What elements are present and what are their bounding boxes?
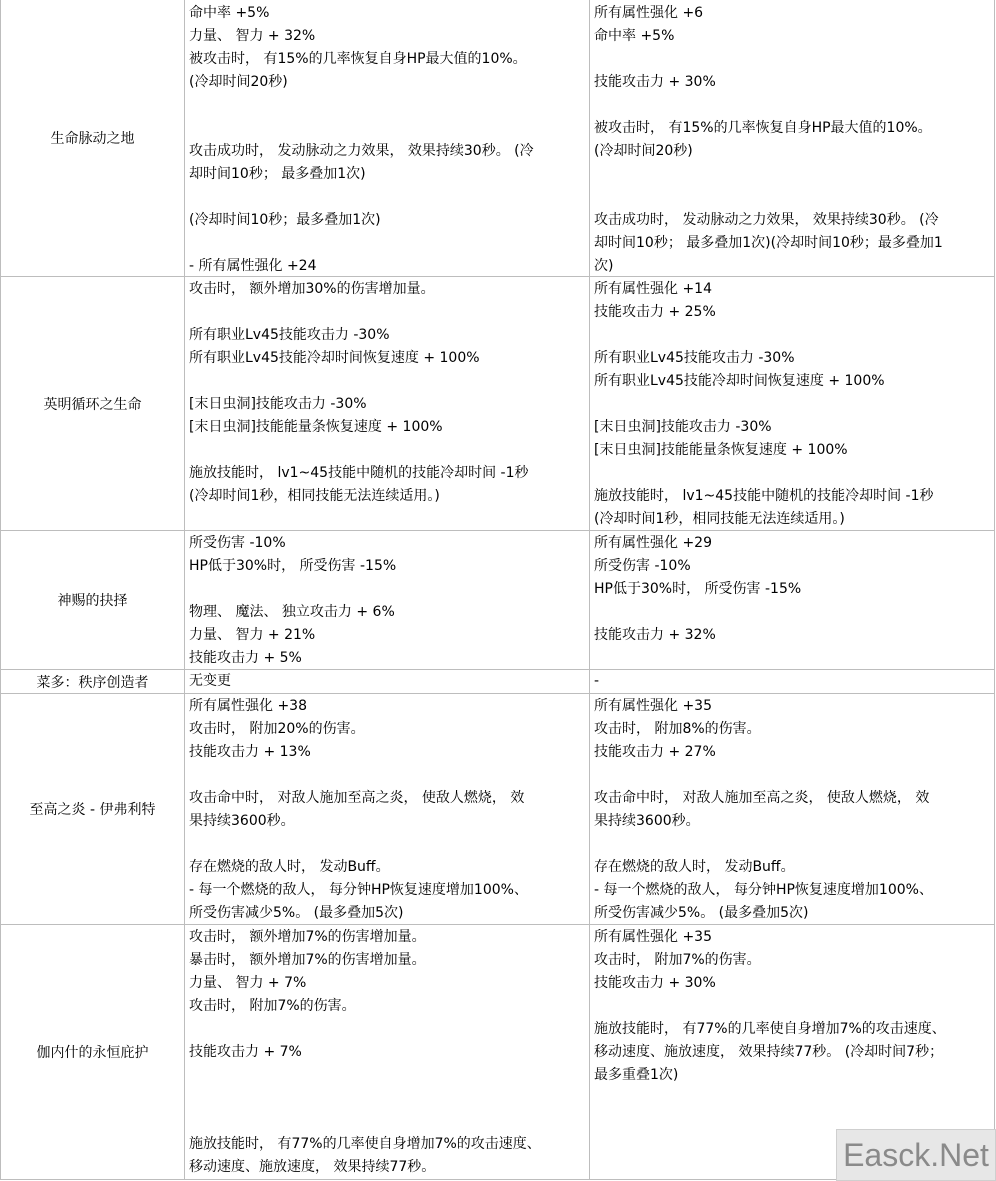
effect-line: 却时间10秒； 最多叠加1次) (189, 166, 366, 182)
effect-line: 攻击时， 额外增加30%的伤害增加量。 (189, 281, 435, 297)
effect-line: [末日虫洞]技能能量条恢复速度 + 100% (189, 419, 443, 435)
effect-line: 移动速度、施放速度， 效果持续77秒。 (冷却时间7秒； (594, 1044, 944, 1060)
effect-line: 暴击时， 额外增加7%的伤害增加量。 (189, 952, 426, 968)
effect-line: 命中率 +5% (189, 5, 270, 21)
effect-line: 所受伤害 -10% (594, 558, 691, 574)
effect-line: 攻击时， 附加7%的伤害。 (594, 952, 761, 968)
effect-line: 无变更 (189, 673, 231, 689)
effect-line: 被攻击时， 有15%的几率恢复自身HP最大值的10%。 (189, 51, 527, 67)
effect-line: 移动速度、施放速度， 效果持续77秒。 (189, 1159, 436, 1175)
effect-line: 攻击时， 附加8%的伤害。 (594, 721, 761, 737)
item-name: 至高之炎 - 伊弗利特 (29, 802, 156, 818)
blank-line (189, 186, 585, 209)
effect-line: 所有属性强化 +35 (594, 929, 712, 945)
old-effects (189, 925, 585, 1179)
blank-line (189, 1110, 585, 1133)
effect-line: 所有职业Lv45技能攻击力 -30% (189, 327, 390, 343)
blank-line (189, 833, 585, 856)
effect-line: 攻击成功时， 发动脉动之力效果， 效果持续30秒。 (冷 (189, 143, 534, 159)
effect-line: 所有属性强化 +6 (594, 5, 704, 21)
blank-line (189, 439, 585, 462)
blank-line (189, 1064, 585, 1087)
table-row (0, 670, 995, 694)
effect-line: 命中率 +5% (594, 28, 675, 44)
blank-line (594, 163, 990, 186)
column-divider (184, 0, 185, 1180)
effect-line: 所受伤害 -10% (189, 535, 286, 551)
effect-line: 攻击命中时， 对敌人施加至高之炎， 使敌人燃烧， 效 (189, 790, 525, 806)
blank-line (189, 232, 585, 255)
effect-line: HP低于30%时， 所受伤害 -15% (189, 558, 397, 574)
effect-line: 最多重叠1次) (594, 1067, 679, 1083)
old-effects (189, 277, 585, 530)
blank-line (594, 324, 990, 347)
blank-line (594, 764, 990, 787)
effect-line: 次) (594, 258, 614, 274)
item-name: 生命脉动之地 (50, 131, 135, 147)
effect-line: 存在燃烧的敌人时， 发动Buff。 (594, 859, 795, 875)
effect-line: 施放技能时， lv1~45技能中随机的技能冷却时间 -1秒 (594, 488, 934, 504)
effect-line: 攻击时， 额外增加7%的伤害增加量。 (189, 929, 426, 945)
effect-line: 所有职业Lv45技能冷却时间恢复速度 + 100% (594, 373, 885, 389)
effect-line: 技能攻击力 + 5% (189, 650, 302, 666)
effect-line: 技能攻击力 + 30% (594, 74, 716, 90)
effect-line: (冷却时间1秒，相同技能无法连续适用。) (594, 511, 845, 527)
new-effects (594, 694, 990, 924)
effect-line: 被攻击时， 有15%的几率恢复自身HP最大值的10%。 (594, 120, 932, 136)
blank-line (594, 94, 990, 117)
table-row (0, 0, 995, 277)
column-divider (589, 0, 590, 1180)
blank-line (594, 995, 990, 1018)
effect-line: 技能攻击力 + 30% (594, 975, 716, 991)
effect-line: - 每一个燃烧的敌人， 每分钟HP恢复速度增加100%、 (594, 882, 933, 898)
table-row (0, 531, 995, 670)
effect-line: [末日虫洞]技能能量条恢复速度 + 100% (594, 442, 848, 458)
effect-line: 攻击成功时， 发动脉动之力效果， 效果持续30秒。 (冷 (594, 212, 939, 228)
effect-line: 所受伤害减少5%。 (最多叠加5次) (594, 905, 809, 921)
effect-line: 技能攻击力 + 32% (594, 627, 716, 643)
blank-line (594, 186, 990, 209)
effect-line: (冷却时间1秒，相同技能无法连续适用。) (189, 488, 440, 504)
effect-line: 所受伤害减少5%。 (最多叠加5次) (189, 905, 404, 921)
effect-line: 果持续3600秒。 (594, 813, 700, 829)
old-effects (189, 0, 585, 276)
column-divider (0, 0, 1, 1180)
table-row (0, 694, 995, 925)
blank-line (189, 764, 585, 787)
effect-line: 技能攻击力 + 25% (594, 304, 716, 320)
blank-line (594, 462, 990, 485)
effect-line: 技能攻击力 + 7% (189, 1044, 302, 1060)
item-name: 神赐的抉择 (57, 593, 128, 609)
effect-line: - 所有属性强化 +24 (189, 258, 317, 274)
table-row (0, 277, 995, 531)
effect-line: 所有属性强化 +38 (189, 698, 307, 714)
effect-line: 施放技能时， 有77%的几率使自身增加7%的攻击速度、 (594, 1021, 946, 1037)
blank-line (594, 833, 990, 856)
old-effects (189, 694, 585, 924)
effect-line: HP低于30%时， 所受伤害 -15% (594, 581, 802, 597)
blank-line (189, 370, 585, 393)
blank-line (594, 48, 990, 71)
blank-line (189, 1087, 585, 1110)
effect-line: (冷却时间10秒；最多叠加1次) (189, 212, 381, 228)
effect-line: 所有职业Lv45技能冷却时间恢复速度 + 100% (189, 350, 480, 366)
effect-line: 所有职业Lv45技能攻击力 -30% (594, 350, 795, 366)
effect-line: 技能攻击力 + 13% (189, 744, 311, 760)
item-name: 英明循环之生命 (43, 396, 142, 413)
effect-line: - 每一个燃烧的敌人， 每分钟HP恢复速度增加100%、 (189, 882, 528, 898)
effect-line: 力量、 智力 + 21% (189, 627, 316, 643)
item-name: 菜多：秩序创造者 (36, 674, 149, 691)
new-effects (594, 0, 990, 276)
blank-line (189, 94, 585, 117)
effect-line: 果持续3600秒。 (189, 813, 295, 829)
effect-line: [末日虫洞]技能攻击力 -30% (594, 419, 772, 435)
blank-line (189, 1018, 585, 1041)
effect-line: 力量、 智力 + 32% (189, 28, 316, 44)
effect-line: 物理、 魔法、 独立攻击力 + 6% (189, 604, 395, 620)
effect-line: 施放技能时， 有77%的几率使自身增加7%的攻击速度、 (189, 1136, 541, 1152)
effect-line: 攻击时， 附加20%的伤害。 (189, 721, 365, 737)
blank-line (594, 601, 990, 624)
effect-line: 却时间10秒； 最多叠加1次)(冷却时间10秒；最多叠加1 (594, 235, 943, 251)
blank-line (189, 578, 585, 601)
effect-line: 技能攻击力 + 27% (594, 744, 716, 760)
effect-line: [末日虫洞]技能攻击力 -30% (189, 396, 367, 412)
effect-line: (冷却时间20秒) (189, 74, 288, 90)
effect-line: 攻击时， 附加7%的伤害。 (189, 998, 356, 1014)
new-effects (594, 531, 990, 669)
new-effects (594, 277, 990, 530)
effect-line: 所有属性强化 +29 (594, 535, 712, 551)
old-effects (189, 670, 585, 693)
effect-line: 力量、 智力 + 7% (189, 975, 307, 991)
effect-line: 所有属性强化 +14 (594, 281, 712, 297)
column-divider (994, 0, 995, 1180)
blank-line (189, 301, 585, 324)
blank-line (594, 393, 990, 416)
effect-line: 存在燃烧的敌人时， 发动Buff。 (189, 859, 390, 875)
new-effects (594, 670, 990, 693)
blank-line (189, 117, 585, 140)
watermark: Easck.Net (836, 1129, 996, 1181)
item-name: 伽内什的永恒庇护 (36, 1045, 149, 1061)
effect-line: 所有属性强化 +35 (594, 698, 712, 714)
effect-line: 攻击命中时， 对敌人施加至高之炎， 使敌人燃烧， 效 (594, 790, 930, 806)
effect-line: - (594, 673, 600, 689)
effect-line: 施放技能时， lv1~45技能中随机的技能冷却时间 -1秒 (189, 465, 529, 481)
old-effects (189, 531, 585, 669)
effect-line: (冷却时间20秒) (594, 143, 693, 159)
